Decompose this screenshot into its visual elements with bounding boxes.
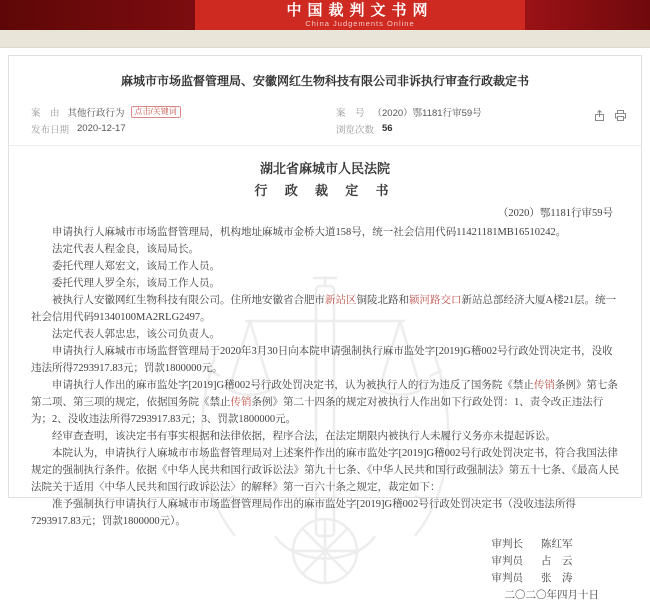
paragraph bbox=[31, 496, 619, 530]
date-value: 2020-12-17 bbox=[77, 123, 126, 134]
signature-name: 张 涛 bbox=[541, 573, 573, 584]
text-run: 委托代理人罗全东，该局工作人员。 bbox=[52, 278, 220, 289]
banner-title-block bbox=[195, 0, 525, 30]
keyword-highlight: 颍河路交口 bbox=[409, 295, 462, 306]
judgement-date: 二〇二〇年四月十日 bbox=[504, 590, 599, 601]
download-icon[interactable] bbox=[593, 109, 606, 122]
signature-role: 审判员 bbox=[491, 573, 523, 584]
caseno-label: 案 号 bbox=[336, 107, 365, 119]
banner-right-fill bbox=[525, 0, 650, 30]
paragraph bbox=[31, 326, 619, 343]
text-run: 法定代表人郭忠忠，该公司负责人。 bbox=[52, 329, 220, 340]
signature-line bbox=[31, 536, 585, 553]
site-banner bbox=[0, 0, 650, 30]
paragraph bbox=[31, 258, 619, 275]
court-name: 湖北省麻城市人民法院 bbox=[259, 161, 390, 176]
text-run: 条例》第七条第二项、第三项的规定，依据国务院《禁止 bbox=[31, 380, 618, 408]
signature-name: 占 云 bbox=[541, 556, 573, 567]
site-name: 中国裁判文书网 bbox=[286, 2, 434, 19]
page-title: 麻城市市场监督管理局、安徽网红生物科技有限公司非诉执行审查行政裁定书 bbox=[120, 74, 529, 88]
signature-line bbox=[31, 570, 585, 587]
document-case-number: （2020）鄂1181行审59号 bbox=[497, 208, 613, 219]
date-label: 发布日期 bbox=[31, 124, 70, 136]
text-run: 申请执行人作出的麻市监处字[2019]G稽002号行政处罚决定书，认为被执行人的行为违反了国务院《禁止 bbox=[52, 380, 534, 391]
meta-cause bbox=[31, 105, 336, 119]
text-run: 新站总部经济大厦A楼21层。统一社会信用代码91340100MA2RLG2497。 bbox=[31, 295, 617, 323]
keyword-highlight: 传销 bbox=[533, 380, 555, 391]
meta-section bbox=[9, 101, 641, 146]
signature-role: 审判员 bbox=[491, 556, 523, 567]
paragraph bbox=[31, 292, 619, 326]
text-run: 法定代表人程金良，该局局长。 bbox=[52, 244, 199, 255]
signature-block bbox=[31, 536, 619, 587]
paragraph bbox=[31, 224, 619, 241]
meta-row-1 bbox=[31, 103, 619, 120]
signature-name: 陈红军 bbox=[541, 539, 573, 550]
meta-toolbar bbox=[593, 109, 627, 122]
paragraph bbox=[31, 275, 619, 292]
signature-line bbox=[31, 553, 585, 570]
sub-header-strip bbox=[0, 30, 650, 48]
views-label: 浏览次数 bbox=[336, 124, 375, 136]
keyword-highlight: 传销 bbox=[230, 397, 252, 408]
document-card bbox=[8, 55, 642, 601]
views-value: 56 bbox=[382, 123, 393, 134]
text-run: 准予强制执行申请执行人麻城市市场监督管理局作出的麻市监处字[2019]G稽002号行政处罚决定书（没收违法所得7293917.83元；罚款1800000元）。 bbox=[31, 499, 576, 527]
text-run: 本院认为，申请执行人麻城市市场监督管理局对上述案件作出的麻市监处字[2019]G稽002号行政处罚决定书，符合我国法律规定的强制执行条件。依据《中华人民共和国行政诉讼法》第九十七条、《中华人民共和国行政强制法》第五十七条、《最高人民法院关于适用〈中华人民共和国行政诉讼法〉的解释》第一百六十条之规定，裁定如下： bbox=[31, 448, 619, 493]
paragraph bbox=[31, 428, 619, 445]
cause-value: 其他行政行为 bbox=[67, 107, 125, 119]
paragraph bbox=[31, 343, 619, 377]
meta-row-2 bbox=[31, 120, 619, 137]
banner-left-fill bbox=[0, 0, 195, 30]
signature-role: 审判长 bbox=[491, 539, 523, 550]
text-run: 委托代理人郑宏文，该局工作人员。 bbox=[52, 261, 220, 272]
text-run: 条例》第二十四条的规定对被执行人作出如下行政处罚：1、责令改正违法行为；2、没收违法所得7293917.83元；3、罚款1800000元。 bbox=[31, 397, 604, 425]
meta-caseno bbox=[336, 105, 482, 119]
document-paragraphs bbox=[31, 224, 619, 530]
document-viewer bbox=[9, 146, 641, 604]
print-icon[interactable] bbox=[614, 109, 627, 122]
text-run: 被执行人安徽网红生物科技有限公司。住所地安徽省合肥市 bbox=[52, 295, 325, 306]
text-run: 经审查查明，该决定书有事实根据和法律依据，程序合法，在法定期限内被执行人未履行义务亦未提起诉讼。 bbox=[52, 431, 556, 442]
paragraph bbox=[31, 445, 619, 496]
document-content bbox=[31, 158, 619, 604]
text-run: 铜陵北路和 bbox=[356, 295, 409, 306]
document-type-title: 行 政 裁 定 书 bbox=[254, 183, 396, 198]
paragraph bbox=[31, 241, 619, 258]
text-run: 申请执行人麻城市市场监督管理局，机构地址麻城市金桥大道158号，统一社会信用代码11421181MB16510242。 bbox=[52, 227, 567, 238]
cause-label: 案 由 bbox=[31, 107, 60, 119]
keyword-badge[interactable]: 点击/关键词 bbox=[131, 106, 181, 118]
paragraph bbox=[31, 377, 619, 428]
meta-views bbox=[336, 122, 393, 136]
meta-date bbox=[31, 122, 336, 136]
caseno-value: （2020）鄂1181行审59号 bbox=[372, 107, 482, 119]
keyword-highlight: 新站区 bbox=[325, 295, 357, 306]
text-run: 申请执行人麻城市市场监督管理局于2020年3月30日向本院申请强制执行麻市监处字[2019]G稽002号行政处罚决定书，没收违法所得7293917.83元；罚款1800000元。 bbox=[31, 346, 613, 374]
site-name-en: China Judgements Online bbox=[305, 19, 415, 28]
